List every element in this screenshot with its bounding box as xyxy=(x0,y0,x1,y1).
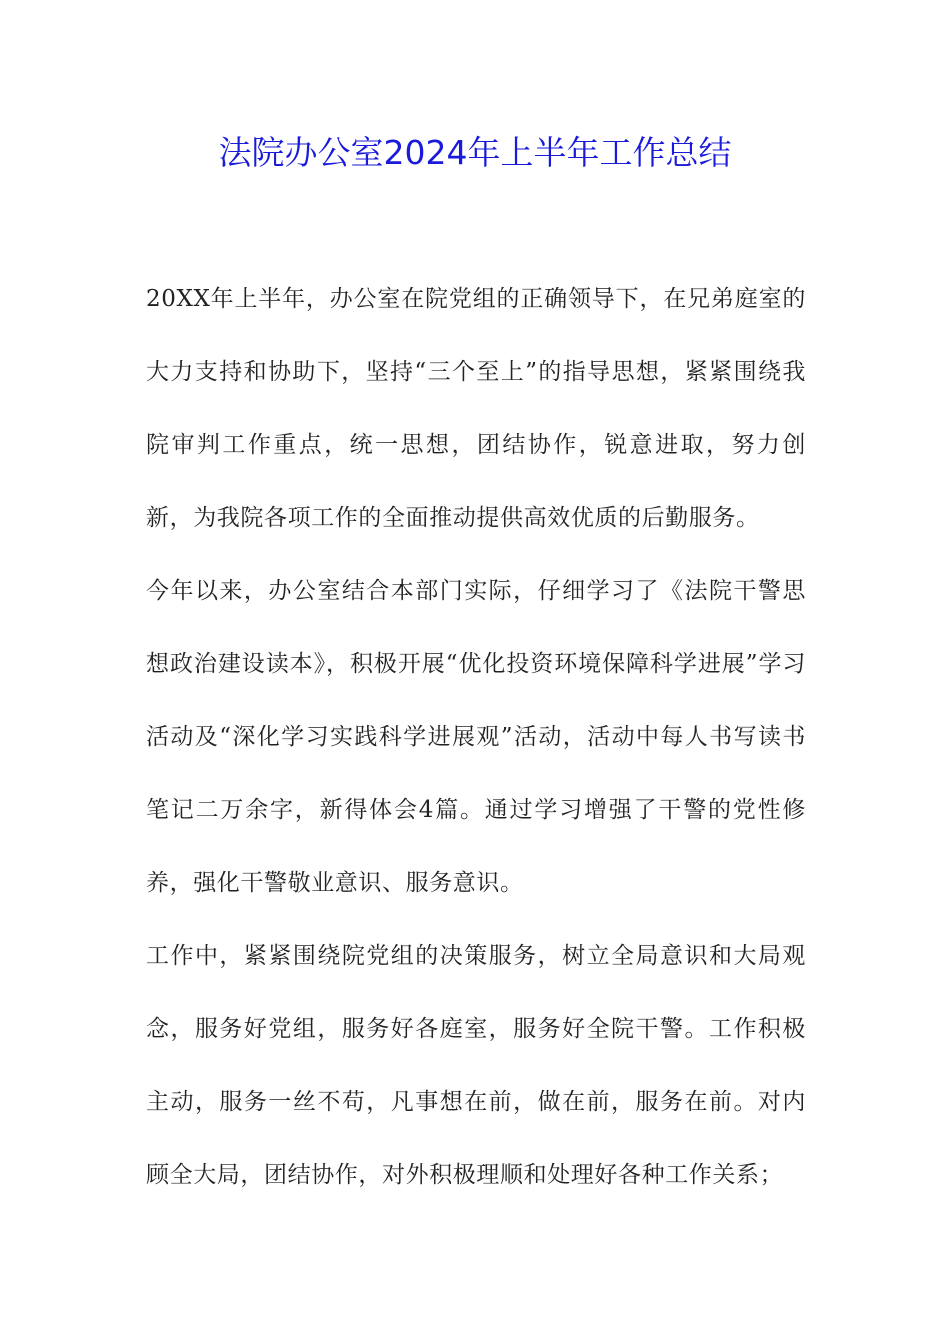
paragraph-service: 工作中，紧紧围绕院党组的决策服务，树立全局意识和大局观念，服务好党组，服务好各庭室，服务好全院干警。工作积极主动，服务一丝不苟，凡事想在前，做在前，服务在前。对内顾全大局，团结协作，对外积极理顺和处理好各种工作关系； xyxy=(146,943,806,1188)
paragraph-study: 今年以来，办公室结合本部门实际，仔细学习了《法院干警思想政治建设读本》，积极开展“优化投资环境保障科学进展”学习活动及“深化学习实践科学进展观”活动，活动中每人书写读书笔记二万余字，新得体会4篇。通过学习增强了干警的党性修养，强化干警敬业意识、服务意识。 xyxy=(146,578,806,896)
document-title: 法院办公室2024年上半年工作总结 xyxy=(218,133,732,172)
document-body xyxy=(146,263,806,1212)
paragraph-intro: 20XX年上半年，办公室在院党组的正确领导下，在兄弟庭室的大力支持和协助下，坚持“三个至上”的指导思想，紧紧围绕我院审判工作重点，统一思想，团结协作，锐意进取，努力创新，为我院各项工作的全面推动提供高效优质的后勤服务。 xyxy=(146,286,806,531)
